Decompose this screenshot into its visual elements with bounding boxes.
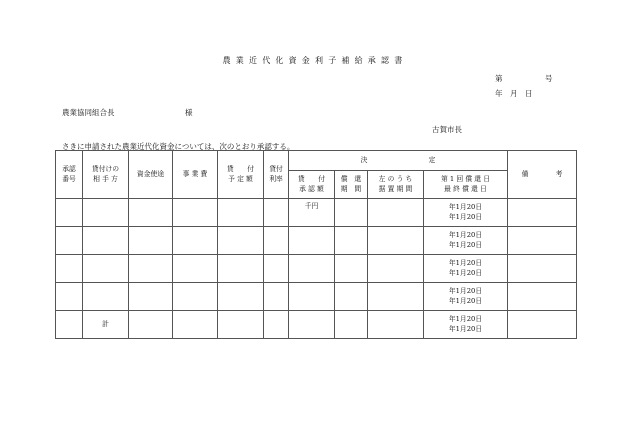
- table-row: [56, 227, 577, 255]
- table-row: [56, 283, 577, 311]
- header-lender: 貸付けの 相 手 方: [83, 151, 129, 199]
- header-remarks: 備 考: [508, 151, 577, 199]
- header-purpose: 資金使途: [129, 151, 173, 199]
- header-project-cost: 事 業 費: [173, 151, 218, 199]
- table-row-total: [56, 311, 577, 339]
- header-grace-period: 左 の う ち 据 置 期 間: [368, 171, 424, 199]
- header-repay-dates: 第 1 回 償 還 日 最 終 償 還 日: [424, 171, 508, 199]
- honorific: 様: [185, 108, 193, 117]
- repay-dates-cell: 年1月20日 年1月20日: [424, 283, 508, 311]
- document-title: 農業近代化資金利子補給承認書: [222, 56, 408, 65]
- repay-dates-cell: 年1月20日 年1月20日: [424, 199, 508, 227]
- document-number-label: 第: [495, 74, 503, 83]
- header-planned-amount: 貸 付 予 定 額: [218, 151, 264, 199]
- repay-dates-cell: 年1月20日 年1月20日: [424, 227, 508, 255]
- unit-label: 千円: [289, 199, 335, 227]
- header-repay-period: 償 還 期 間: [335, 171, 368, 199]
- approval-table: [55, 150, 577, 339]
- repay-dates-cell: 年1月20日 年1月20日: [424, 311, 508, 339]
- header-approval-no: 承認 番号: [56, 151, 83, 199]
- document-date: 年 月 日: [495, 89, 533, 98]
- total-label: 計: [83, 311, 129, 339]
- addressee: 農業協同組合長: [62, 108, 115, 117]
- repay-dates-cell: 年1月20日 年1月20日: [424, 255, 508, 283]
- header-decision: 決 定: [289, 151, 508, 171]
- table-row: [56, 255, 577, 283]
- issuer: 古賀市長: [432, 125, 462, 134]
- table-row: [56, 199, 577, 227]
- document-number-suffix: 号: [545, 74, 553, 83]
- header-interest-rate: 貸付 利率: [264, 151, 289, 199]
- approval-statement: さきに申請された農業近代化資金については、次のとおり承認する。: [62, 142, 295, 151]
- header-approved-amount: 貸 付 承 認 額: [289, 171, 335, 199]
